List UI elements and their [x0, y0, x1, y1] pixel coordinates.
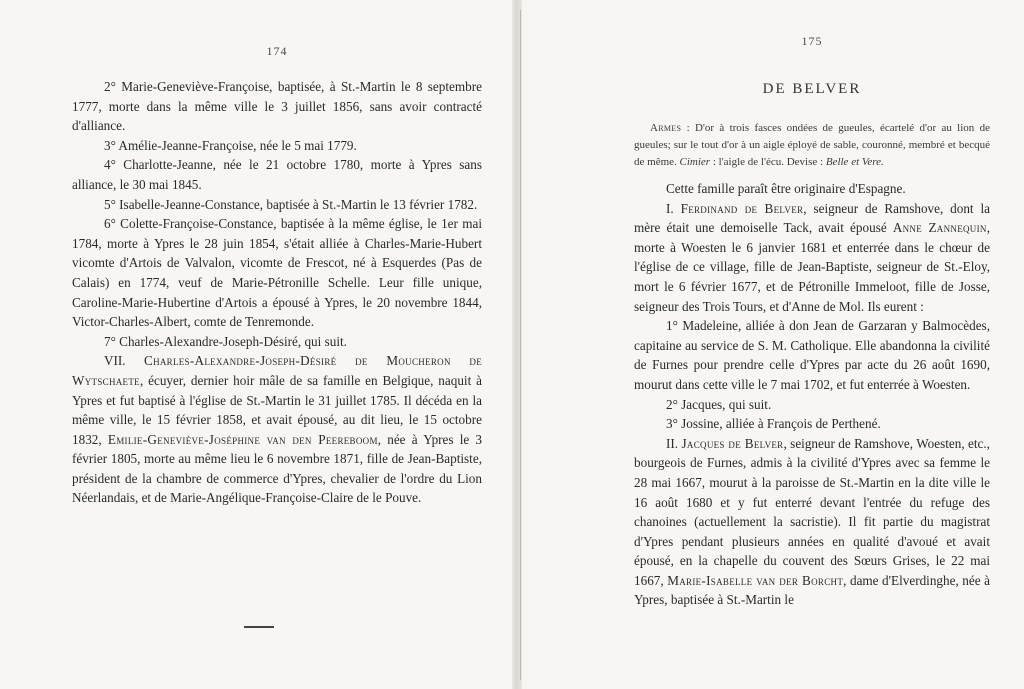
child-paragraph-2: 2° Jacques, qui suit.: [666, 396, 772, 412]
gutter-crease: [520, 10, 521, 680]
gen-ii-prefix: II.: [666, 435, 682, 451]
left-paragraph-5: 6° Colette-Françoise-Constance, baptisée à la même église, le 1er mai 1784, morte à Ypres le 28 juin 1854, s'était alliée à Charles-Marie-Hubert vicomte d'Artois de Valvalon, vicomte de Frescot, né à Esquerdes (Pas de Calais) en 1774, veuf de Marie-Pétronille Schelle. Leur fille unique, Caroline-Marie-Hubertine d'Artois a épousé à Ypres, le 20 novembre 1844, Victor-Charles-Albert, comte de Tenremonde.: [72, 216, 482, 330]
cimier-text: : l'aigle de l'écu. Devise :: [710, 156, 826, 168]
devise-text: Belle et Vere.: [825, 156, 884, 168]
gen-i-text-1: , seigneur de Ramshove, dont la mère était une demoiselle Tack, avait épousé: [634, 200, 990, 236]
generation-i-paragraph: [634, 199, 990, 317]
left-paragraph-2: 3° Amélie-Jeanne-Françoise, née le 5 mai 1779.: [104, 137, 357, 153]
right-page-number: 175: [801, 34, 823, 48]
gen-i-text-2: , morte à Woesten le 6 janvier 1681 et enterrée dans le chœur de l'église de ce village, fille de Jean-Baptiste, seigneur de St.-Eloy, mort le 6 février 1677, et de Pétronille Immeloot, fille de Josse, seigneur des Trois Tours, et d'Anne de Mol. Ils eurent :: [634, 220, 990, 314]
left-page-number: 174: [266, 44, 288, 58]
left-paragraph-1: 2° Marie-Geneviève-Françoise, baptisée, à St.-Martin le 8 septembre 1777, morte dans la même ville le 3 juillet 1856, sans avoir contracté d'alliance.: [72, 79, 482, 134]
gen-ii-text-2: , dame d'Elverdinghe, née à Ypres, baptisée à St.-Martin le: [634, 572, 990, 608]
arms-text: : D'or à trois fasces ondées de gueules, écartelé d'or au lion de gueules; sur le tout d'or à un aigle éployé de sable, couronné, membré et becqué de même.: [634, 122, 990, 168]
child-paragraph-3: 3° Jossine, alliée à François de Perthené.: [666, 416, 881, 432]
vii-person-name: Charles-Alexandre-Joseph-Désiré de Moucheron de Wytschaete: [72, 353, 482, 388]
right-page: [522, 0, 1024, 689]
arms-label: Armes: [650, 122, 682, 134]
vii-text-2: , née à Ypres le 3 février 1805, morte au même lieu le 6 novembre 1871, fille de Jean-Baptiste, président de la chambre de commerce d'Ypres, chevalier de l'ordre du Lion Néerlandais, et de Marie-Angélique-Françoise-Claire de le Pouve.: [72, 431, 483, 506]
gen-ii-spouse-name: Marie-Isabelle van der Borcht: [667, 572, 844, 588]
gen-i-person-name: Ferdinand de Belver: [680, 200, 804, 216]
generation-ii-paragraph: [634, 434, 990, 610]
vii-text-1: , écuyer, dernier hoir mâle de sa famille en Belgique, naquit à Ypres et fut baptisé à l'église de St.-Martin le 31 juillet 1785. Il décéda en la même ville, le 15 février 1858, et avait épousé, au dit lieu, le 15 octobre 1832,: [72, 372, 482, 447]
vii-prefix: VII.: [104, 353, 144, 369]
left-paragraph-6: 7° Charles-Alexandre-Joseph-Désiré, qui suit.: [104, 333, 347, 349]
vii-spouse-name: Emilie-Geneviève-Joséphine van den Peereboom: [107, 431, 378, 447]
left-paragraph-vii: [72, 351, 482, 508]
intro-paragraph: Cette famille paraît être originaire d'Espagne.: [666, 181, 906, 196]
cimier-label: Cimier: [679, 156, 711, 168]
left-paragraph-3: 4° Charlotte-Jeanne, née le 21 octobre 1780, morte à Ypres sans alliance, le 30 mai 1845.: [72, 157, 482, 192]
arms-description: [634, 120, 990, 171]
family-heading: DE BELVER: [762, 81, 862, 97]
gen-i-spouse-name: Anne Zannequin: [892, 220, 987, 236]
gen-ii-person-name: Jacques de Belver: [681, 435, 784, 451]
gen-ii-text-1: , seigneur de Ramshove, Woesten, etc., bourgeois de Furnes, admis à la civilité d'Ypres avec sa femme le 28 mai 1667, mourut à la paroisse de St.-Martin en la dite ville le 16 août 1680 et y fut enterré devant l'entrée du refuge des chanoines (actuellement la sacristie). Il fit partie du magistrat d'Ypres pendant plusieurs années en qualité d'avoué et avait épousé, en la chapelle du couvent des Sœurs Grises, le 22 mai 1667,: [634, 435, 990, 588]
child-paragraph-1: 1° Madeleine, alliée à don Jean de Garzaran y Balmocèdes, capitaine au service de S. M. Catholique. Elle abandonna la civilité de Furnes pour prendre celle d'Ypres par acte du 26 août 1690, mourut dans cette ville le 7 mai 1702, et fut enterrée à Woesten.: [634, 318, 990, 392]
gen-i-prefix: I.: [666, 200, 681, 216]
end-rule: [244, 626, 274, 628]
left-paragraph-4: 5° Isabelle-Jeanne-Constance, baptisée à St.-Martin le 13 février 1782.: [104, 196, 478, 212]
